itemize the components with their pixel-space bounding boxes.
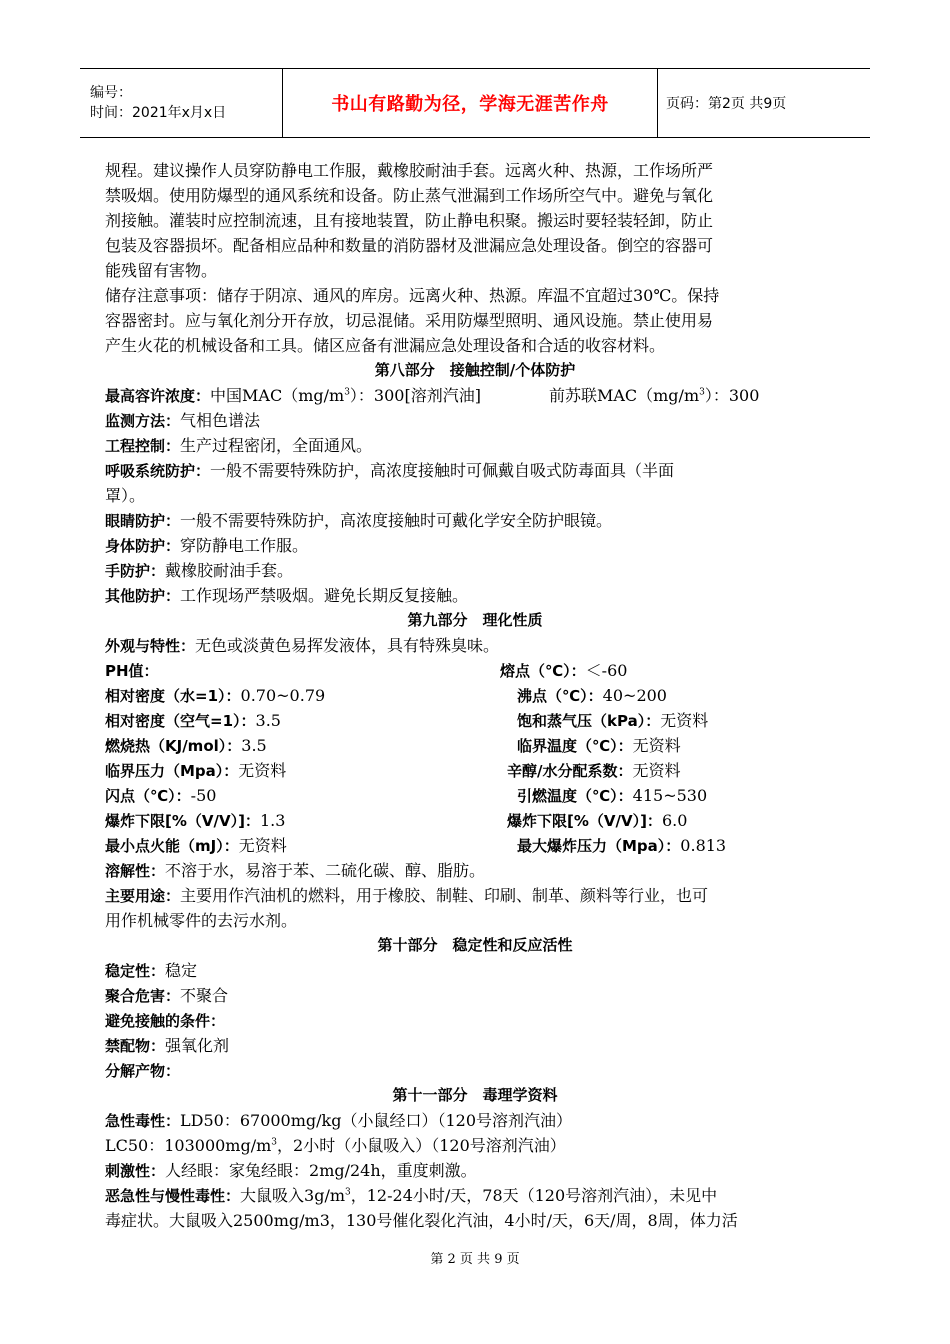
field-label: 急性毒性：	[105, 1112, 181, 1130]
field-value: 1.3	[259, 811, 286, 830]
property-row	[105, 708, 845, 733]
field-value: 无资料	[238, 761, 287, 780]
field-label: PH值：	[105, 662, 159, 680]
field-label: 呼吸系统防护：	[105, 462, 211, 480]
field-value: 戴橡胶耐油手套。	[165, 561, 294, 580]
field-value: 穿防静电工作服。	[180, 536, 309, 555]
field-value: 大鼠吸入3g/m	[240, 1186, 346, 1205]
field-continuation: 罩）。	[105, 486, 146, 505]
superscript: 3	[344, 387, 350, 398]
field-row	[105, 533, 845, 558]
field-label: 分解产物：	[105, 1062, 181, 1080]
paragraph-line: 能残留有害物。	[105, 261, 218, 280]
field-label: 溶解性：	[105, 862, 166, 880]
field-label: 最大爆炸压力（Mpa）：	[517, 837, 681, 855]
field-label: 主要用途：	[105, 887, 181, 905]
property-right	[517, 733, 681, 759]
property-right	[507, 808, 687, 834]
field-value: 生产过程密闭，全面通风。	[180, 436, 373, 455]
property-row	[105, 683, 845, 708]
field-label: 手防护：	[105, 562, 166, 580]
field-row	[105, 883, 845, 908]
property-row	[105, 808, 845, 833]
property-right	[517, 683, 667, 709]
field-value: 中国MAC（mg/m	[210, 386, 345, 405]
property-row	[105, 733, 845, 758]
field-value: ）：300[溶剂汽油]	[349, 386, 481, 405]
field-label: 相对密度（空气=1）：	[105, 712, 256, 730]
field-value: 前苏联MAC（mg/m	[548, 386, 700, 405]
field-continuation: 毒症状。大鼠吸入2500mg/m3，130号催化裂化汽油，4小时/天，6天/周，8周，体力活	[105, 1211, 738, 1230]
field-row	[105, 1033, 845, 1058]
field-value: 40~200	[602, 686, 667, 705]
superscript: 3	[271, 1137, 278, 1148]
field-label: 外观与特性：	[105, 637, 196, 655]
property-right	[517, 783, 707, 809]
property-right	[517, 833, 726, 859]
field-label: 引燃温度（℃）：	[517, 787, 633, 805]
field-label: 其他防护：	[105, 587, 181, 605]
field-label: 工程控制：	[105, 437, 181, 455]
field-continuation: 用作机械零件的去污水剂。	[105, 911, 298, 930]
field-value: 一般不需要特殊防护，高浓度接触时可佩戴自吸式防毒面具（半面	[210, 461, 675, 480]
field-value: 无色或淡黄色易挥发液体，具有特殊臭味。	[195, 636, 500, 655]
document-body	[105, 158, 845, 1233]
field-value: 一般不需要特殊防护，高浓度接触时可戴化学安全防护眼镜。	[180, 511, 613, 530]
field-label: 相对密度（水=1）：	[105, 687, 241, 705]
field-label: 最高容许浓度：	[105, 387, 211, 405]
field-value: 稳定	[165, 961, 198, 980]
header-page-cell	[658, 69, 870, 137]
field-value: LC50：103000mg/m	[105, 1136, 272, 1155]
field-label: 刺激性：	[105, 1162, 166, 1180]
paragraph-line: 产生火花的机械设备和工具。储区应备有泄漏应急处理设备和合适的收容材料。	[105, 336, 666, 355]
paragraph-line: 禁吸烟。使用防爆型的通风系统和设备。防止蒸气泄漏到工作场所空气中。避免与氧化	[105, 186, 714, 205]
paragraph-line: 包装及容器损坏。配备相应品种和数量的消防器材及泄漏应急处理设备。倒空的容器可	[105, 236, 714, 255]
field-label: 眼睛防护：	[105, 512, 181, 530]
field-row	[105, 1108, 845, 1133]
field-label: 临界温度（℃）：	[517, 737, 633, 755]
superscript: 3	[345, 1187, 351, 1198]
field-label: 聚合危害：	[105, 987, 181, 1005]
header-meta	[80, 69, 283, 137]
field-row	[105, 583, 845, 608]
field-value: 0.813	[680, 836, 727, 855]
field-row	[105, 958, 845, 983]
field-value: 无资料	[660, 711, 709, 730]
footer-page-number: 第 2 页 共 9 页	[430, 1252, 520, 1267]
field-value: 0.70~0.79	[240, 686, 326, 705]
page-header	[80, 68, 870, 138]
field-label: 熔点（℃）：	[500, 662, 586, 680]
field-value: 主要用作汽油机的燃料，用于橡胶、制鞋、印刷、制革、颜料等行业，也可	[180, 886, 709, 905]
section-title: 第八部分 接触控制/个体防护	[374, 361, 576, 379]
field-row	[105, 458, 845, 483]
property-right	[500, 658, 627, 684]
section-title: 第九部分 理化性质	[407, 611, 543, 629]
field-value: ＜-60	[585, 661, 628, 680]
field-row	[105, 983, 845, 1008]
field-label: 避免接触的条件：	[105, 1012, 226, 1030]
header-slogan: 书山有路勤为径，学海无涯苦作舟	[331, 94, 609, 115]
section-title: 第十一部分 毒理学资料	[392, 1086, 558, 1104]
field-row	[105, 633, 845, 658]
field-row	[105, 433, 845, 458]
paragraph-line: 剂接触。灌装时应控制流速，且有接地装置，防止静电积聚。搬运时要轻装轻卸，防止	[105, 211, 714, 230]
field-value: 不溶于水，易溶于苯、二硫化碳、醇、脂肪。	[165, 861, 486, 880]
field-label: 监测方法：	[105, 412, 181, 430]
property-right	[517, 708, 708, 734]
property-right	[507, 758, 681, 784]
field-value: ）：300	[704, 386, 760, 405]
property-row	[105, 658, 845, 683]
paragraph-line: 容器密封。应与氧化剂分开存放，切忌混储。采用防爆型照明、通风设施。禁止使用易	[105, 311, 714, 330]
field-value: 气相色谱法	[180, 411, 261, 430]
mac-row	[105, 383, 845, 408]
field-label: 饱和蒸气压（kPa）：	[517, 712, 661, 730]
header-slogan-cell	[283, 69, 658, 137]
field-value: 工作现场严禁吸烟。避免长期反复接触。	[180, 586, 469, 605]
field-row	[105, 1008, 845, 1033]
field-row	[105, 408, 845, 433]
field-label: 沸点（℃）：	[517, 687, 603, 705]
property-row	[105, 783, 845, 808]
field-row	[105, 1058, 845, 1083]
field-value: 6.0	[661, 811, 688, 830]
field-continuation	[105, 1133, 845, 1158]
property-row	[105, 833, 845, 858]
field-label: 稳定性：	[105, 962, 166, 980]
superscript: 3	[699, 387, 705, 398]
field-value: 不聚合	[180, 986, 229, 1005]
field-row	[105, 1183, 845, 1208]
document-number-label: 编号：	[90, 85, 132, 101]
field-label: 最小点火能（mJ）：	[105, 837, 239, 855]
property-row	[105, 758, 845, 783]
section-title: 第十部分 稳定性和反应活性	[377, 936, 573, 954]
field-value: ，2小时（小鼠吸入）（120号溶剂汽油）	[277, 1136, 566, 1155]
field-value: 强氧化剂	[165, 1036, 230, 1055]
field-label: 爆炸下限[%（V/V）]：	[105, 812, 260, 830]
field-row	[105, 858, 845, 883]
field-row	[105, 508, 845, 533]
field-label: 身体防护：	[105, 537, 181, 555]
field-value: 无资料	[632, 761, 681, 780]
field-label: 临界压力（Mpa）：	[105, 762, 239, 780]
document-time-label: 时间：2021年x月x日	[90, 105, 227, 121]
page-footer	[0, 1248, 950, 1267]
field-label: 闪点（℃）：	[105, 787, 191, 805]
field-row	[105, 1158, 845, 1183]
paragraph-line: 规程。建议操作人员穿防静电工作服，戴橡胶耐油手套。远离火种、热源，工作场所严	[105, 161, 714, 180]
field-value: 3.5	[255, 711, 281, 730]
field-value: 3.5	[241, 736, 267, 755]
field-label: 爆炸下限[%（V/V）]：	[507, 812, 662, 830]
field-label: 禁配物：	[105, 1037, 166, 1055]
field-value: 无资料	[238, 836, 287, 855]
field-row	[105, 558, 845, 583]
field-value: LD50：67000mg/kg（小鼠经口）（120号溶剂汽油）	[180, 1111, 573, 1130]
header-page-label: 页码：第2页 共9页	[666, 96, 787, 112]
field-value: -50	[190, 786, 217, 805]
field-label: 恶急性与慢性毒性：	[105, 1187, 241, 1205]
field-value: ，12-24小时/天，78天（120号溶剂汽油），未见中	[350, 1186, 718, 1205]
paragraph-line: 储存注意事项：储存于阴凉、通风的库房。远离火种、热源。库温不宜超过30℃。保持	[105, 286, 720, 305]
field-label: 辛醇/水分配系数：	[507, 762, 633, 780]
field-value: 无资料	[632, 736, 681, 755]
field-value: 人经眼：家兔经眼：2mg/24h，重度刺激。	[165, 1161, 477, 1180]
field-value: 415~530	[632, 786, 708, 805]
field-label: 燃烧热（KJ/mol）：	[105, 737, 242, 755]
